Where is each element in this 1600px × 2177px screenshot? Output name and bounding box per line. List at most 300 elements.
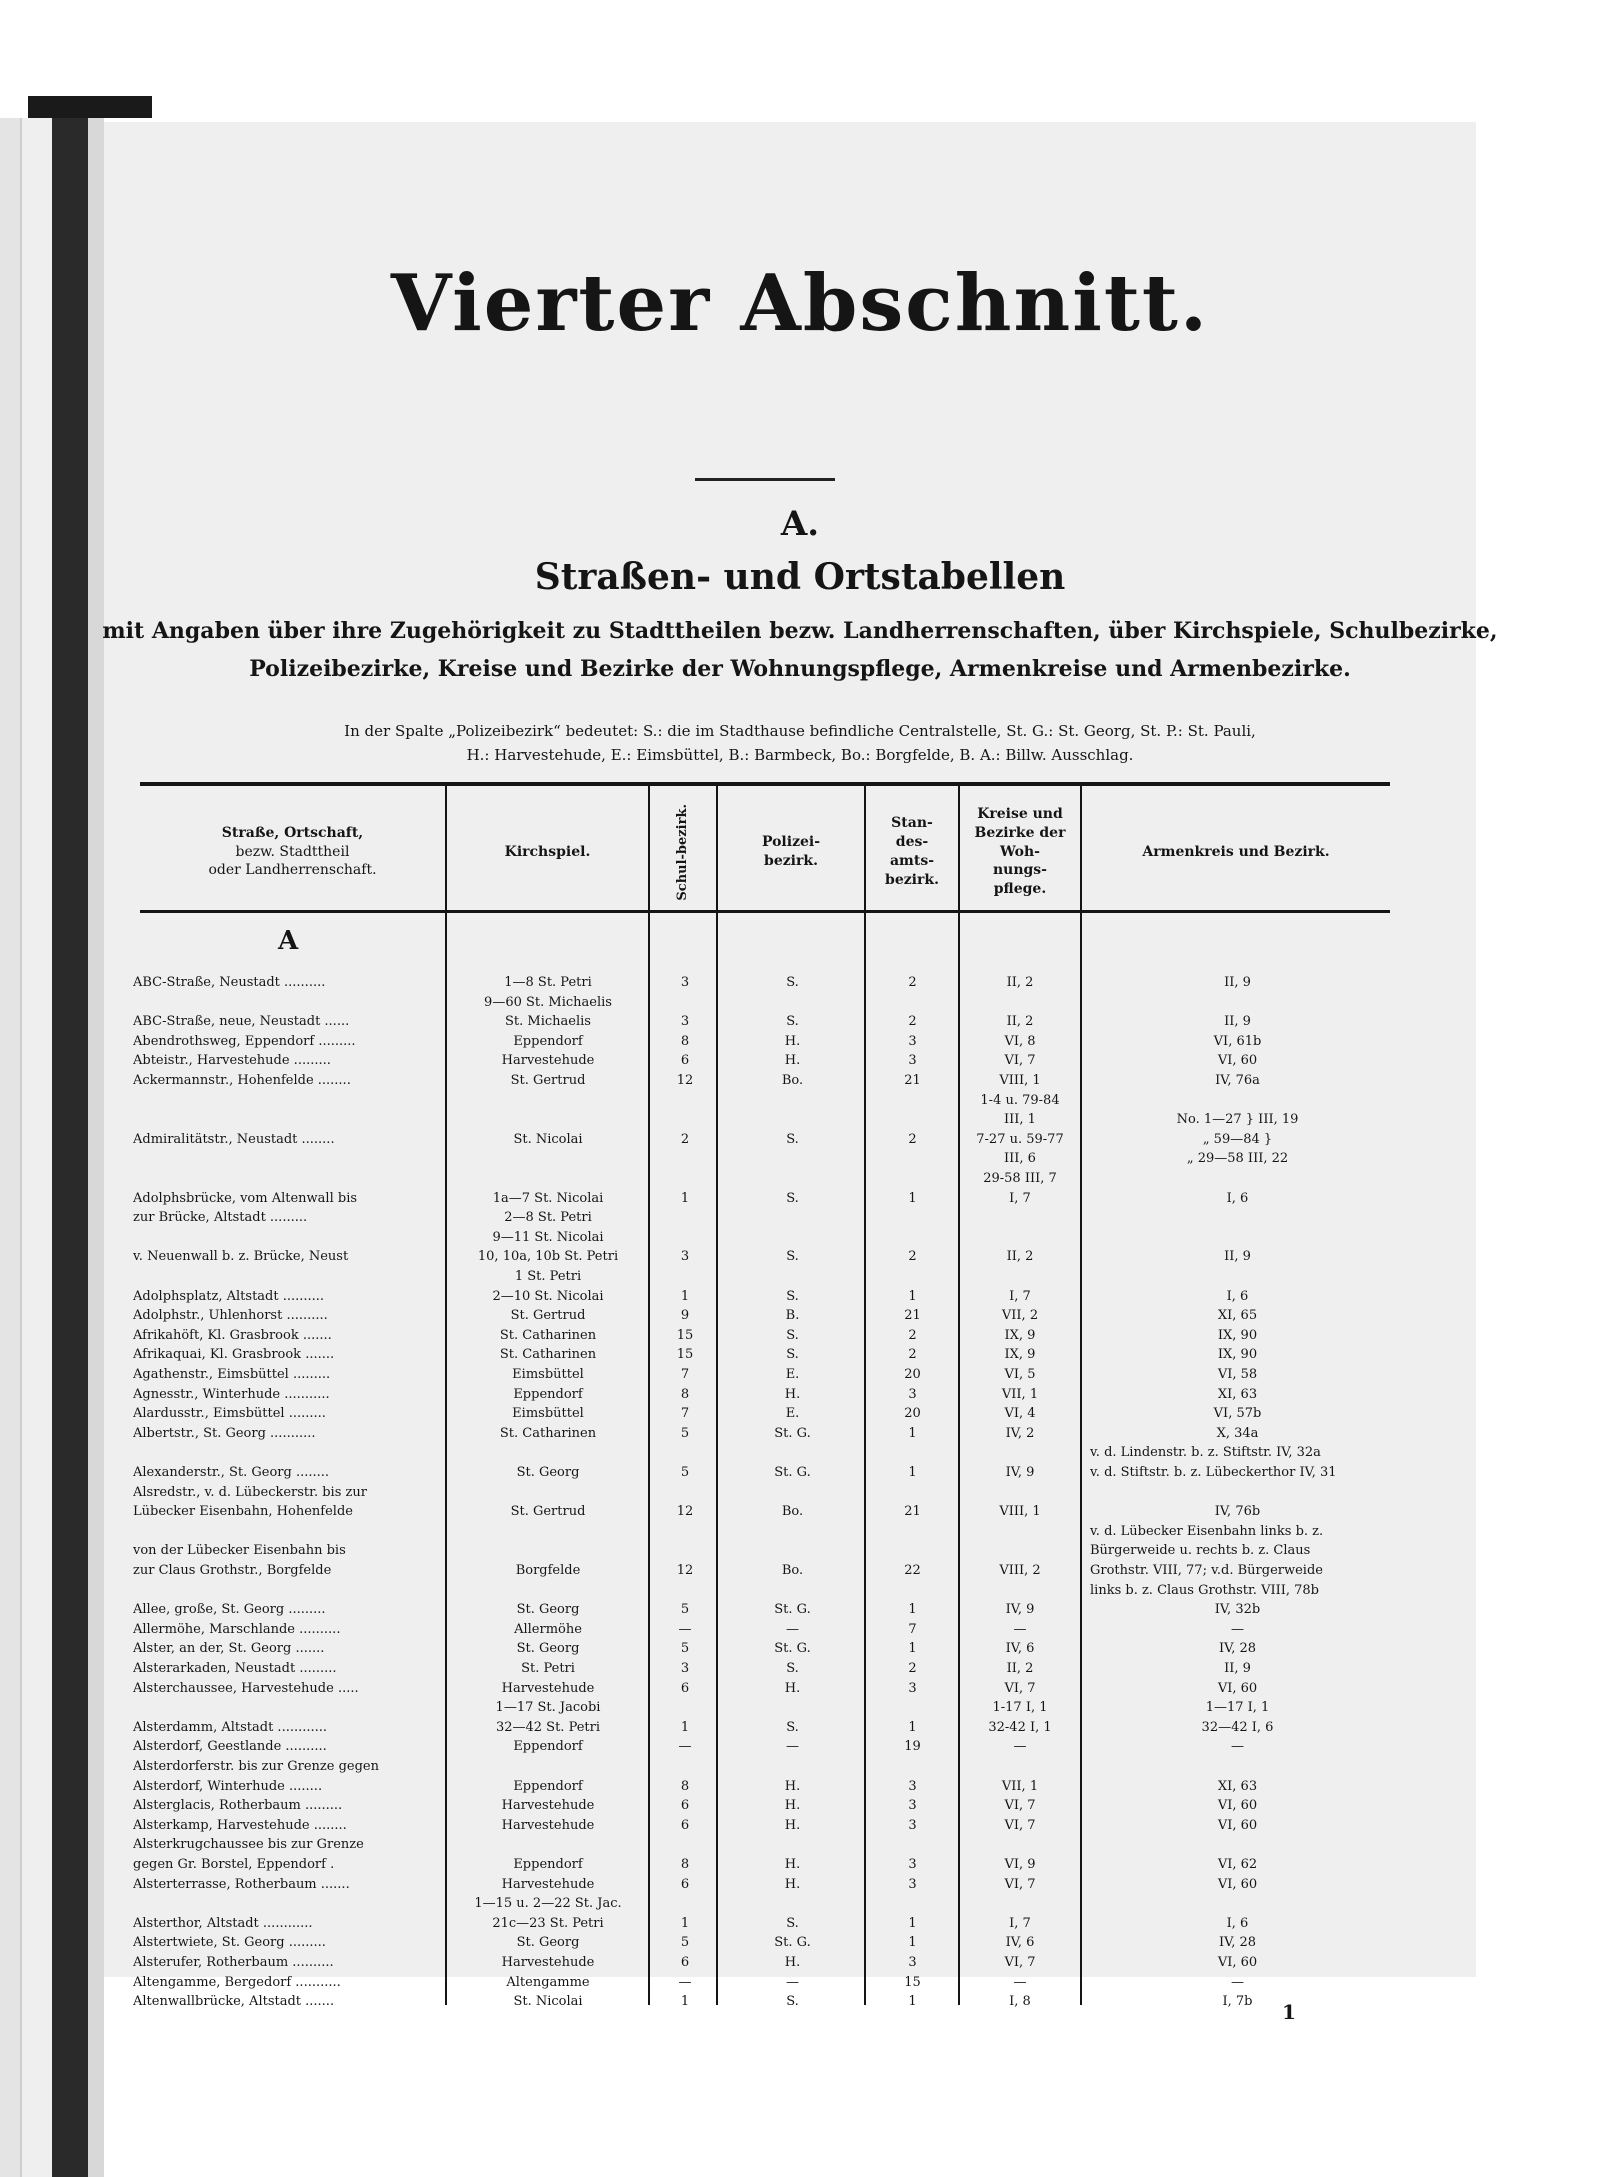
cell-stand: 3 <box>908 1680 917 1696</box>
cell-stand: 1 <box>908 1465 917 1480</box>
cell-street: Adolphstr., Uhlenhorst .......... <box>133 1309 328 1324</box>
cell-kirch: 32—42 St. Petri <box>495 1719 601 1735</box>
header-street <box>140 797 445 907</box>
cell-street: Alardusstr., Eimsbüttel ......... <box>133 1407 326 1422</box>
cell-armen: IV, 76b <box>1214 1504 1261 1520</box>
cell-schul: 3 <box>680 1014 690 1030</box>
cell-kreis: — <box>1013 1621 1027 1637</box>
cell-kreis: 32-42 I, 1 <box>988 1719 1052 1735</box>
cell-stand: 1 <box>908 1994 917 2010</box>
cell-kreis: 7-27 u. 59-77 <box>976 1131 1064 1147</box>
cell-schul: 5 <box>680 1641 690 1657</box>
cell-stand: 2 <box>908 1249 917 1265</box>
cell-kreis: I, 7 <box>1009 1190 1031 1206</box>
cell-schul: 3 <box>680 1249 690 1265</box>
cell-schul: 6 <box>680 1053 690 1069</box>
cell-kirch: St. Catharinen <box>499 1425 597 1441</box>
cell-schul: — <box>678 1739 692 1755</box>
cell-armen: v. d. Stiftstr. b. z. Lübeckerthor IV, 31 <box>1090 1465 1337 1480</box>
cell-pol: B. <box>785 1308 800 1324</box>
cell-kirch: 9—11 St. Nicolai <box>492 1229 604 1245</box>
section-label: A. <box>780 504 820 544</box>
cell-armen: VI, 60 <box>1217 1817 1258 1833</box>
header-line: pflege. <box>993 881 1047 898</box>
cell-kirch: Eppendorf <box>513 1386 583 1402</box>
cell-armen: VI, 60 <box>1217 1053 1258 1069</box>
cell-street: Altengamme, Bergedorf ........... <box>133 1975 341 1990</box>
cell-kirch: Eppendorf <box>513 1857 583 1872</box>
cell-kreis: VI, 7 <box>1004 1798 1036 1814</box>
page-sheet <box>104 122 1476 1977</box>
cell-stand: 20 <box>904 1367 921 1382</box>
cell-kreis: VII, 1 <box>1001 1386 1039 1402</box>
cell-armen: VI, 60 <box>1217 1955 1258 1970</box>
header-line: des- <box>895 834 929 851</box>
cell-armen: IX, 90 <box>1217 1327 1258 1343</box>
spine-edge <box>28 96 152 118</box>
cell-kirch: Eppendorf <box>513 1033 583 1049</box>
cell-kirch: Harvestehude <box>501 1680 595 1696</box>
cell-armen: IV, 28 <box>1218 1935 1257 1951</box>
description-line-1: mit Angaben über ihre Zugehörigkeit zu Stadttheilen bezw. Landherrenschaften, über Kirchspiele, Schulbezirke, <box>102 618 1498 644</box>
cell-kirch: Eppendorf <box>513 1739 583 1755</box>
cell-schul: 3 <box>680 975 690 990</box>
header-polizeibezirk <box>718 797 864 907</box>
cell-armen: VI, 58 <box>1217 1367 1258 1382</box>
cell-stand: 7 <box>908 1621 917 1637</box>
cell-stand: 20 <box>904 1406 921 1422</box>
cell-stand: 2 <box>908 1131 917 1147</box>
cell-armen: 1—17 I, 1 <box>1205 1700 1270 1716</box>
cell-kreis: VIII, 2 <box>999 1563 1041 1578</box>
cell-street: Abteistr., Harvestehude ......... <box>133 1054 331 1069</box>
cell-pol: S. <box>786 1014 799 1030</box>
cell-armen: X, 34a <box>1216 1425 1259 1441</box>
cell-kirch: 1a—7 St. Nicolai <box>492 1190 604 1206</box>
cell-kirch: St. Petri <box>521 1661 575 1676</box>
header-line: Stan- <box>891 815 933 832</box>
cell-stand: 21 <box>904 1073 921 1088</box>
cell-kreis: IV, 9 <box>1005 1465 1035 1480</box>
cell-schul: 6 <box>680 1876 690 1892</box>
cell-kreis: VII, 2 <box>1001 1308 1039 1324</box>
cell-pol: H. <box>784 1798 801 1814</box>
cell-pol: H. <box>784 1876 801 1892</box>
cell-street: Alsterdamm, Altstadt ............ <box>133 1720 328 1735</box>
cell-kirch: Harvestehude <box>501 1053 595 1069</box>
cell-street: Abendrothsweg, Eppendorf ......... <box>133 1034 356 1049</box>
cell-kreis: II, 2 <box>1006 1249 1034 1265</box>
page-number: 1 <box>1282 2000 1296 2024</box>
header-street-line: bezw. Stadttheil <box>235 843 350 860</box>
cell-kreis: IV, 6 <box>1005 1935 1035 1951</box>
cell-schul: 6 <box>680 1680 690 1696</box>
cell-street: Ackermannstr., Hohenfelde ........ <box>133 1074 351 1088</box>
cell-kirch: 1—15 u. 2—22 St. Jac. <box>474 1896 622 1912</box>
cell-schul: 9 <box>680 1308 690 1324</box>
cell-street: Alsterdorf, Geestlande .......... <box>133 1740 327 1755</box>
cell-pol: St. G. <box>774 1465 811 1480</box>
cell-schul: 8 <box>680 1857 690 1872</box>
cell-armen: II, 9 <box>1224 975 1251 990</box>
cell-street: ABC-Straße, Neustadt .......... <box>133 976 326 990</box>
cell-stand: 3 <box>908 1798 917 1814</box>
cell-stand: 3 <box>908 1857 917 1872</box>
cell-kreis: I, 8 <box>1009 1994 1031 2010</box>
cell-schul: — <box>678 1974 692 1990</box>
cell-street: von der Lübecker Eisenbahn bis <box>133 1544 346 1559</box>
cell-armen: II, 9 <box>1224 1014 1251 1030</box>
cell-street: Alsredstr., v. d. Lübeckerstr. bis zur <box>133 1485 367 1500</box>
cell-stand: 3 <box>908 1033 917 1049</box>
cell-kreis: VII, 1 <box>1001 1778 1039 1794</box>
cell-armen: II, 9 <box>1224 1661 1251 1676</box>
cell-stand: 1 <box>908 1641 917 1657</box>
cell-pol: H. <box>784 1680 801 1696</box>
table-top-rule <box>140 782 1390 786</box>
header-line: amts- <box>889 853 935 869</box>
cell-schul: 12 <box>676 1563 694 1578</box>
cell-street: Alsterufer, Rotherbaum .......... <box>133 1956 334 1970</box>
cell-kirch: Eimsbüttel <box>512 1406 584 1422</box>
cell-street: Alsterdorferstr. bis zur Grenze gegen <box>133 1760 379 1774</box>
col-divider <box>445 783 447 2005</box>
cell-street: Adolphsplatz, Altstadt .......... <box>133 1289 325 1304</box>
cell-stand: 1 <box>908 1719 917 1735</box>
cell-kirch: 2—10 St. Nicolai <box>492 1288 604 1304</box>
cell-kreis: 29-58 III, 7 <box>983 1171 1057 1186</box>
cell-pol: — <box>786 1974 799 1990</box>
cell-kirch: St. Gertrud <box>510 1504 586 1520</box>
cell-street: Agathenstr., Eimsbüttel ......... <box>133 1368 331 1382</box>
cell-stand: 3 <box>908 1955 917 1970</box>
cell-pol: — <box>786 1739 799 1755</box>
cell-pol: — <box>786 1621 799 1637</box>
cell-schul: 6 <box>680 1817 690 1833</box>
cell-stand: 3 <box>908 1053 917 1069</box>
cell-kreis: I, 7 <box>1009 1915 1031 1931</box>
cell-stand: 1 <box>908 1915 917 1931</box>
cell-kirch: 1 St. Petri <box>514 1269 582 1284</box>
header-armen: Armenkreis und Bezirk. <box>1142 843 1330 860</box>
cell-kirch: St. Georg <box>516 1465 580 1480</box>
cell-pol: St. G. <box>774 1935 811 1951</box>
cell-kreis: IX, 9 <box>1004 1347 1036 1363</box>
cell-pol: H. <box>784 1033 801 1049</box>
cell-pol: St. G. <box>774 1641 811 1657</box>
header-street-line: Straße, Ortschaft, <box>221 824 364 841</box>
cell-kirch: St. Catharinen <box>499 1327 597 1343</box>
cell-armen: VI, 60 <box>1217 1876 1258 1892</box>
cell-kreis: III, 6 <box>1004 1151 1036 1167</box>
cell-pol: S. <box>786 1288 799 1304</box>
cell-stand: 1 <box>908 1602 917 1618</box>
cell-street: Alsterterrasse, Rotherbaum ....... <box>133 1877 350 1892</box>
cell-street: gegen Gr. Borstel, Eppendorf . <box>133 1858 335 1872</box>
legend-note-2: H.: Harvestehude, E.: Eimsbüttel, B.: Barmbeck, Bo.: Borgfelde, B. A.: Billw. Ausschlag. <box>466 746 1134 764</box>
cell-pol: S. <box>786 1994 799 2010</box>
cell-kreis: VI, 7 <box>1004 1680 1036 1696</box>
cell-street: Allermöhe, Marschlande .......... <box>133 1622 341 1637</box>
cell-street: Alsterchaussee, Harvestehude ..... <box>133 1681 359 1696</box>
page-title: Vierter Abschnitt. <box>390 258 1210 349</box>
cell-street: zur Brücke, Altstadt ......... <box>133 1211 308 1226</box>
cell-kirch: St. Michaelis <box>505 1014 591 1030</box>
cell-kreis: VI, 9 <box>1004 1857 1036 1872</box>
cell-armen: VI, 60 <box>1217 1680 1258 1696</box>
cell-kirch: St. Nicolai <box>513 1131 583 1147</box>
header-schulbezirk <box>650 797 716 907</box>
cell-schul: 7 <box>680 1406 690 1422</box>
cell-schul: 15 <box>676 1327 694 1343</box>
cell-armen: IV, 28 <box>1218 1641 1257 1657</box>
header-line: nungs- <box>992 862 1047 879</box>
cell-armen: Grothstr. VIII, 77; v.d. Bürgerweide <box>1090 1563 1323 1578</box>
cell-street: Lübecker Eisenbahn, Hohenfelde <box>133 1505 353 1520</box>
cell-kirch: Borgfelde <box>515 1563 581 1578</box>
cell-kirch: St. Georg <box>516 1935 580 1951</box>
cell-street: Alster, an der, St. Georg ....... <box>133 1642 325 1657</box>
header-line: Kreise und <box>977 805 1063 822</box>
cell-pol: H. <box>784 1778 801 1794</box>
cell-kirch: St. Catharinen <box>499 1347 597 1363</box>
cell-stand: 2 <box>908 975 917 990</box>
cell-schul: 1 <box>680 1288 690 1304</box>
cell-armen: v. d. Lübecker Eisenbahn links b. z. <box>1090 1523 1324 1539</box>
cell-street: Alsterkamp, Harvestehude ........ <box>133 1818 347 1833</box>
cell-kirch: Harvestehude <box>501 1955 595 1970</box>
cell-pol: Bo. <box>781 1563 804 1578</box>
cell-kreis: IV, 9 <box>1005 1602 1035 1618</box>
cell-street: Afrikaquai, Kl. Grasbrook ....... <box>133 1348 335 1363</box>
cell-armen: I, 7b <box>1222 1994 1253 2010</box>
cell-kreis: VI, 8 <box>1004 1033 1036 1049</box>
cell-kreis: VI, 7 <box>1004 1955 1036 1970</box>
cell-kirch: St. Nicolai <box>513 1994 583 2010</box>
cell-street: Allee, große, St. Georg ......... <box>133 1603 326 1618</box>
cell-kreis: IV, 6 <box>1005 1641 1035 1657</box>
cell-kreis: VI, 4 <box>1004 1406 1036 1422</box>
cell-pol: S. <box>786 1131 799 1147</box>
cell-kreis: VIII, 1 <box>999 1073 1041 1088</box>
cell-street: Alstertwiete, St. Georg ......... <box>133 1936 326 1951</box>
cell-schul: — <box>678 1621 692 1637</box>
header-line: bezirk. <box>885 871 939 888</box>
cell-stand: 19 <box>904 1739 921 1755</box>
cell-pol: Bo. <box>781 1504 804 1520</box>
cell-schul: 6 <box>680 1955 690 1970</box>
cell-kirch: 21c—23 St. Petri <box>492 1915 604 1931</box>
cell-armen: XI, 63 <box>1217 1778 1258 1794</box>
header-schul-text: Schul-bezirk. <box>675 803 691 901</box>
cell-kirch: Allermöhe <box>514 1621 582 1637</box>
cell-kirch: St. Gertrud <box>510 1073 586 1088</box>
header-line: Polizei- <box>761 834 821 851</box>
header-kreise <box>960 797 1080 907</box>
cell-pol: H. <box>784 1386 801 1402</box>
cell-stand: 1 <box>908 1190 917 1206</box>
cell-schul: 1 <box>680 1915 690 1931</box>
cell-armen: XI, 65 <box>1217 1308 1258 1324</box>
cell-schul: 5 <box>680 1935 690 1951</box>
cell-kreis: IX, 9 <box>1004 1327 1036 1343</box>
cell-kreis: VI, 7 <box>1004 1817 1036 1833</box>
cell-armen: — <box>1231 1621 1244 1637</box>
header-line: Woh- <box>1000 843 1040 860</box>
cell-street: Alsterkrugchaussee bis zur Grenze <box>133 1838 364 1853</box>
cell-kreis: VI, 7 <box>1004 1876 1036 1892</box>
cell-stand: 21 <box>904 1308 921 1324</box>
cell-pol: S. <box>786 1190 799 1206</box>
cell-armen: — <box>1231 1974 1244 1990</box>
spine-left <box>20 118 52 2177</box>
cell-schul: 1 <box>680 1994 690 2010</box>
cell-armen: Bürgerweide u. rechts b. z. Claus <box>1090 1543 1311 1559</box>
cell-pol: H. <box>784 1857 801 1872</box>
cell-stand: 21 <box>904 1504 921 1520</box>
cell-street: Adolphsbrücke, vom Altenwall bis <box>133 1191 358 1206</box>
cell-stand: 3 <box>908 1778 917 1794</box>
cell-schul: 8 <box>680 1033 690 1049</box>
section-letter: A <box>278 926 299 956</box>
cell-armen: 32—42 I, 6 <box>1201 1719 1274 1735</box>
cell-pol: S. <box>786 1719 799 1735</box>
cell-kreis: — <box>1013 1739 1027 1755</box>
cell-kirch: 9—60 St. Michaelis <box>484 994 612 1010</box>
cell-kreis: II, 2 <box>1006 1014 1034 1030</box>
cell-armen: I, 6 <box>1226 1190 1249 1206</box>
cell-stand: 1 <box>908 1425 917 1441</box>
cell-kreis: VI, 5 <box>1004 1367 1036 1382</box>
cell-kirch: St. Georg <box>516 1641 580 1657</box>
cell-armen: links b. z. Claus Grothstr. VIII, 78b <box>1090 1582 1319 1598</box>
cell-street: Alsterdorf, Winterhude ........ <box>133 1779 323 1794</box>
cell-armen: v. d. Lindenstr. b. z. Stiftstr. IV, 32a <box>1090 1445 1321 1461</box>
cell-pol: H. <box>784 1053 801 1069</box>
cell-armen: „ 29—58 III, 22 <box>1186 1151 1289 1167</box>
cell-schul: 5 <box>680 1425 690 1441</box>
cell-street: Alexanderstr., St. Georg ........ <box>133 1466 330 1480</box>
cell-armen: IV, 32b <box>1214 1602 1261 1618</box>
cell-armen: I, 6 <box>1226 1915 1249 1931</box>
cell-kreis: 1-17 I, 1 <box>992 1700 1048 1716</box>
header-street-line: oder Landherrenschaft. <box>208 862 377 879</box>
cell-schul: 2 <box>680 1131 690 1147</box>
cell-pol: S. <box>786 1347 799 1363</box>
cell-armen: VI, 60 <box>1217 1798 1258 1814</box>
col-divider <box>1080 783 1082 2005</box>
cell-armen: „ 59—84 } <box>1202 1131 1273 1147</box>
header-standesamt <box>866 797 958 907</box>
cell-pol: S. <box>786 975 799 990</box>
cell-stand: 3 <box>908 1817 917 1833</box>
cell-stand: 2 <box>908 1661 917 1676</box>
cell-kirch: Eppendorf <box>513 1778 583 1794</box>
cell-kirch: Harvestehude <box>501 1876 595 1892</box>
cell-stand: 15 <box>904 1974 921 1990</box>
cell-armen: XI, 63 <box>1217 1386 1258 1402</box>
cell-stand: 22 <box>904 1563 921 1578</box>
cell-armen: IV, 76a <box>1215 1073 1260 1088</box>
cell-kreis: IV, 2 <box>1005 1425 1035 1441</box>
cell-schul: 3 <box>680 1661 690 1676</box>
cell-schul: 8 <box>680 1778 690 1794</box>
legend-note-1: In der Spalte „Polizeibezirk“ bedeutet: S.: die im Stadthause befindliche Centralstelle, St. G.: St. Georg, St. P.: St. Pauli, <box>344 722 1256 740</box>
cell-schul: 8 <box>680 1386 690 1402</box>
section-subtitle: Straßen- und Ortstabellen <box>534 556 1066 598</box>
cell-street: Alsterglacis, Rotherbaum ......... <box>133 1799 343 1814</box>
cell-pol: S. <box>786 1661 799 1676</box>
cell-stand: 3 <box>908 1876 917 1892</box>
cell-schul: 1 <box>680 1719 690 1735</box>
cell-stand: 1 <box>908 1935 917 1951</box>
cell-kreis: II, 2 <box>1006 975 1034 990</box>
cell-kreis: VI, 7 <box>1004 1053 1036 1069</box>
cell-armen: I, 6 <box>1226 1288 1249 1304</box>
cell-kirch: 2—8 St. Petri <box>504 1210 592 1226</box>
cell-street: Agnesstr., Winterhude ........... <box>133 1387 330 1402</box>
cell-street: Altenwallbrücke, Altstadt ....... <box>133 1995 335 2010</box>
header-kirchspiel: Kirchspiel. <box>504 843 591 860</box>
cell-armen: No. 1—27 } III, 19 <box>1176 1112 1299 1128</box>
cell-stand: 1 <box>908 1288 917 1304</box>
cell-schul: 12 <box>676 1504 694 1520</box>
cell-armen: II, 9 <box>1224 1249 1251 1265</box>
cell-street: Albertstr., St. Georg ........... <box>133 1426 316 1441</box>
cell-pol: Bo. <box>781 1073 804 1088</box>
title-rule <box>695 478 835 481</box>
cell-kirch: Harvestehude <box>501 1817 595 1833</box>
cell-schul: 12 <box>676 1073 694 1088</box>
cell-kirch: 1—17 St. Jacobi <box>495 1700 601 1716</box>
cell-street: zur Claus Grothstr., Borgfelde <box>133 1564 332 1578</box>
cell-schul: 6 <box>680 1798 690 1814</box>
cell-street: Alsterarkaden, Neustadt ......... <box>133 1662 337 1676</box>
cell-pol: S. <box>786 1249 799 1265</box>
cell-pol: H. <box>784 1955 801 1970</box>
cell-stand: 3 <box>908 1386 917 1402</box>
cell-kirch: St. Gertrud <box>510 1308 586 1324</box>
cell-armen: VI, 61b <box>1213 1033 1262 1049</box>
cell-street: Afrikahöft, Kl. Grasbrook ....... <box>133 1328 332 1343</box>
cell-schul: 15 <box>676 1347 694 1363</box>
cell-stand: 2 <box>908 1014 917 1030</box>
cell-kirch: 1—8 St. Petri <box>504 975 592 990</box>
cell-kreis: II, 2 <box>1006 1661 1034 1676</box>
cell-armen: VI, 57b <box>1213 1406 1262 1422</box>
cell-schul: 5 <box>680 1602 690 1618</box>
cell-kreis: III, 1 <box>1004 1112 1036 1128</box>
cell-pol: H. <box>784 1817 801 1833</box>
cell-kirch: Altengamme <box>506 1974 590 1990</box>
cell-armen: IX, 90 <box>1217 1347 1258 1363</box>
cell-pol: E. <box>785 1406 800 1422</box>
cell-kirch: Harvestehude <box>501 1798 595 1814</box>
cell-pol: St. G. <box>774 1602 811 1618</box>
cell-armen: — <box>1231 1739 1244 1755</box>
cell-stand: 2 <box>908 1327 917 1343</box>
cell-kirch: St. Georg <box>516 1602 580 1618</box>
header-line: Bezirke der <box>974 824 1066 841</box>
cell-kirch: Eimsbüttel <box>512 1367 584 1382</box>
spine-shadow <box>52 118 88 2177</box>
spine-gap <box>88 118 104 2177</box>
header-line: bezirk. <box>764 853 818 869</box>
cell-kreis: 1-4 u. 79-84 <box>980 1092 1060 1108</box>
cell-kreis: — <box>1013 1974 1027 1990</box>
cell-stand: 2 <box>908 1347 917 1363</box>
scan-margin <box>0 118 20 2177</box>
